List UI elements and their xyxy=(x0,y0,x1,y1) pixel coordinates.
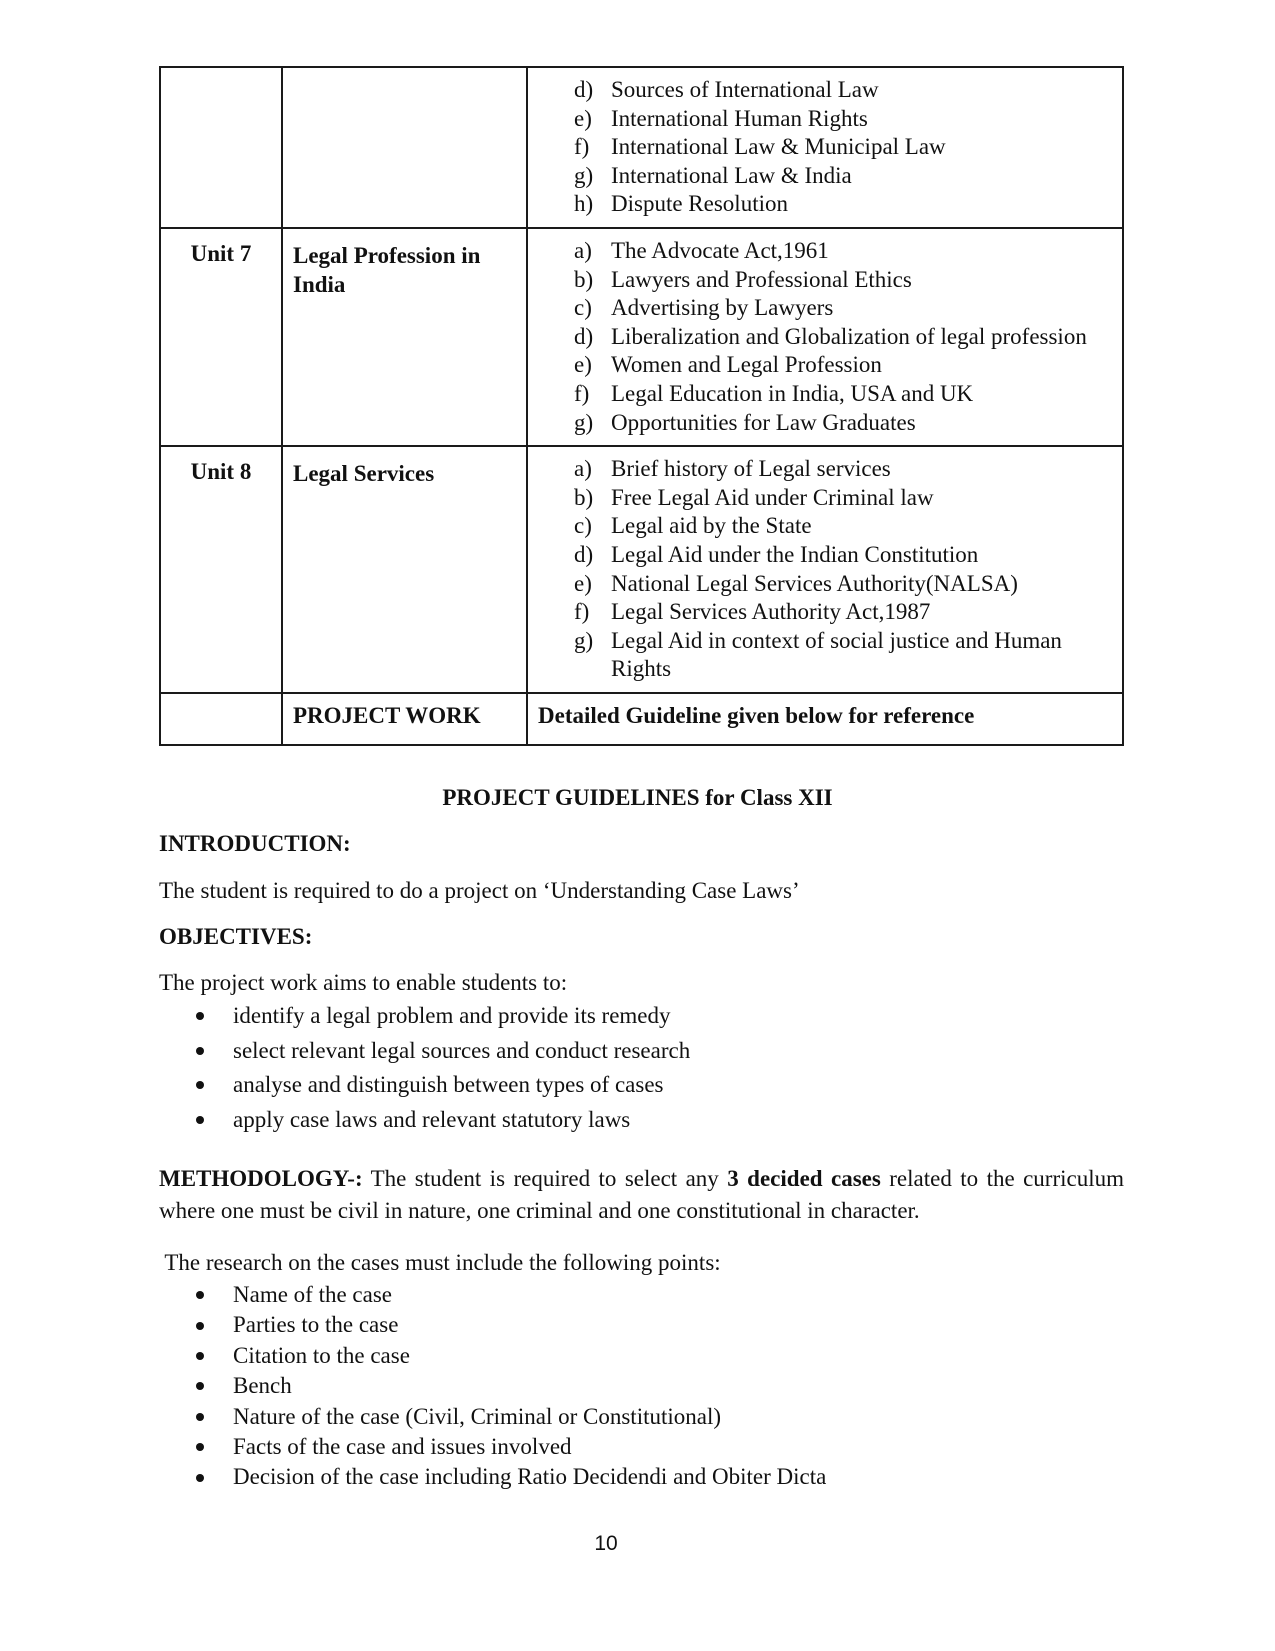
bullet-icon xyxy=(196,1322,204,1330)
item-letter: c) xyxy=(574,295,592,321)
item-letter: g) xyxy=(574,162,594,188)
item-text: analyse and distinguish between types of cases xyxy=(233,1072,664,1097)
item-letter: h) xyxy=(574,191,594,217)
list-item xyxy=(159,1310,826,1340)
item-text: International Law & Municipal Law xyxy=(611,134,946,160)
item-text: select relevant legal sources and conduct research xyxy=(233,1037,691,1063)
unit-cell: Unit 8 xyxy=(160,446,282,693)
item-text: Lawyers and Professional Ethics xyxy=(611,266,912,292)
bullet-icon xyxy=(196,1474,204,1482)
item-text: Sources of International Law xyxy=(611,77,879,102)
item-text: Facts of the case and issues involved xyxy=(233,1434,572,1460)
list-item xyxy=(159,1462,826,1492)
list-item xyxy=(574,484,1102,513)
unit-title-cell: Legal Profession in India xyxy=(282,228,527,446)
item-text: Dispute Resolution xyxy=(611,191,788,217)
item-letter: d) xyxy=(574,77,594,102)
list-item xyxy=(574,133,1112,162)
syllabus-table xyxy=(159,66,1124,746)
unit-title-cell xyxy=(282,67,527,228)
item-text: Name of the case xyxy=(233,1282,393,1307)
item-text: Advertising by Lawyers xyxy=(611,295,834,321)
research-lead: The research on the cases must include the following points: xyxy=(159,1250,721,1275)
list-item xyxy=(574,570,1102,599)
item-text: Parties to the case xyxy=(233,1312,399,1338)
objectives-list xyxy=(159,999,690,1137)
list-item xyxy=(159,1034,690,1069)
list-item xyxy=(574,237,1112,266)
table-row xyxy=(160,228,1123,446)
item-letter: f) xyxy=(574,599,590,625)
item-letter: f) xyxy=(574,380,590,406)
list-item xyxy=(159,1280,826,1310)
topic-list xyxy=(528,229,1122,445)
bullet-icon xyxy=(196,1413,204,1421)
item-text: Women and Legal Profession xyxy=(611,352,882,378)
guidelines-title: PROJECT GUIDELINES for Class XII xyxy=(442,785,833,810)
list-item xyxy=(574,162,1112,191)
methodology-paragraph xyxy=(159,1163,1124,1227)
research-points-list xyxy=(159,1280,826,1493)
methodology-text: The student is required to select any xyxy=(362,1166,728,1191)
item-text: Legal Aid in context of social justice and Human Rights xyxy=(611,627,1062,682)
item-letter: c) xyxy=(574,513,592,539)
item-letter: e) xyxy=(574,105,592,131)
list-item xyxy=(159,1341,826,1371)
bullet-icon xyxy=(196,1116,204,1124)
item-text: Free Legal Aid under Criminal law xyxy=(611,484,934,510)
list-item xyxy=(574,409,1112,438)
topic-list xyxy=(528,68,1122,227)
item-text: apply case laws and relevant statutory laws xyxy=(233,1106,631,1132)
item-text: Legal Education in India, USA and UK xyxy=(611,380,974,406)
topics-cell xyxy=(527,446,1123,693)
item-letter: e) xyxy=(574,570,592,596)
introduction-text: The student is required to do a project on ‘Understanding Case Laws’ xyxy=(159,878,800,903)
item-letter: a) xyxy=(574,237,592,263)
syllabus-table-body xyxy=(160,67,1123,745)
methodology-emphasis: 3 decided cases xyxy=(727,1166,881,1191)
project-guideline-cell: Detailed Guideline given below for reference xyxy=(527,693,1123,745)
item-letter: a) xyxy=(574,456,592,482)
list-item xyxy=(159,1103,690,1138)
bullet-icon xyxy=(196,1081,204,1089)
list-item xyxy=(159,1068,690,1103)
item-letter: f) xyxy=(574,134,590,160)
item-text: Legal Aid under the Indian Constitution xyxy=(611,541,979,567)
item-text: identify a legal problem and provide its remedy xyxy=(233,1003,671,1028)
item-text: Legal Services Authority Act,1987 xyxy=(611,599,931,625)
project-work-cell: PROJECT WORK xyxy=(282,693,527,745)
objectives-lead: The project work aims to enable students to: xyxy=(159,970,568,995)
list-item xyxy=(159,1402,826,1432)
objectives-heading: OBJECTIVES: xyxy=(159,924,313,949)
bullet-icon xyxy=(196,1443,204,1451)
item-text: Brief history of Legal services xyxy=(611,456,891,482)
item-text: Decision of the case including Ratio Decidendi and Obiter Dicta xyxy=(233,1464,827,1490)
list-item xyxy=(574,541,1102,570)
list-item xyxy=(574,598,1102,627)
item-letter: e) xyxy=(574,352,592,378)
unit-title-cell: Legal Services xyxy=(282,446,527,693)
item-text: Citation to the case xyxy=(233,1342,410,1368)
list-item xyxy=(159,1371,826,1401)
item-text: National Legal Services Authority(NALSA) xyxy=(611,570,1018,596)
table-row xyxy=(160,446,1123,693)
introduction-heading: INTRODUCTION: xyxy=(159,831,351,856)
empty-cell xyxy=(160,693,282,745)
methodology-heading: METHODOLOGY-: xyxy=(159,1166,363,1191)
list-item xyxy=(574,190,1112,219)
list-item xyxy=(574,105,1112,134)
item-text: International Human Rights xyxy=(611,105,868,131)
list-item xyxy=(574,323,1112,352)
table-row xyxy=(160,693,1123,745)
item-text: Legal aid by the State xyxy=(611,513,812,539)
page-number: 10 xyxy=(594,1532,618,1555)
item-letter: b) xyxy=(574,266,594,292)
topics-cell xyxy=(527,228,1123,446)
methodology-text: related to the curriculum where one must be civil in nature, one criminal and one constitutional in character. xyxy=(159,1166,1125,1223)
item-text: Liberalization and Globalization of legal profession xyxy=(611,323,1087,349)
topics-cell xyxy=(527,67,1123,228)
list-item xyxy=(574,266,1112,295)
item-text: International Law & India xyxy=(611,162,852,188)
table-row xyxy=(160,67,1123,228)
item-letter: b) xyxy=(574,484,594,510)
topic-list xyxy=(528,447,1122,692)
item-letter: d) xyxy=(574,541,594,567)
bullet-icon xyxy=(196,1047,204,1055)
item-text: The Advocate Act,1961 xyxy=(611,237,829,263)
bullet-icon xyxy=(196,1382,204,1390)
list-item xyxy=(574,294,1112,323)
list-item xyxy=(574,512,1102,541)
list-item xyxy=(159,1432,826,1462)
list-item xyxy=(574,627,1102,684)
unit-cell xyxy=(160,67,282,228)
item-letter: g) xyxy=(574,627,594,653)
list-item xyxy=(159,999,690,1034)
item-letter: g) xyxy=(574,409,594,435)
item-text: Nature of the case (Civil, Criminal or Constitutional) xyxy=(233,1403,722,1429)
item-letter: d) xyxy=(574,323,594,349)
item-text: Bench xyxy=(233,1373,292,1399)
item-text: Opportunities for Law Graduates xyxy=(611,409,916,435)
unit-cell: Unit 7 xyxy=(160,228,282,446)
list-item xyxy=(574,380,1112,409)
list-item xyxy=(574,351,1112,380)
bullet-icon xyxy=(196,1012,204,1020)
list-item xyxy=(574,455,1102,484)
bullet-icon xyxy=(196,1291,204,1299)
list-item xyxy=(574,76,1112,105)
bullet-icon xyxy=(196,1352,204,1360)
